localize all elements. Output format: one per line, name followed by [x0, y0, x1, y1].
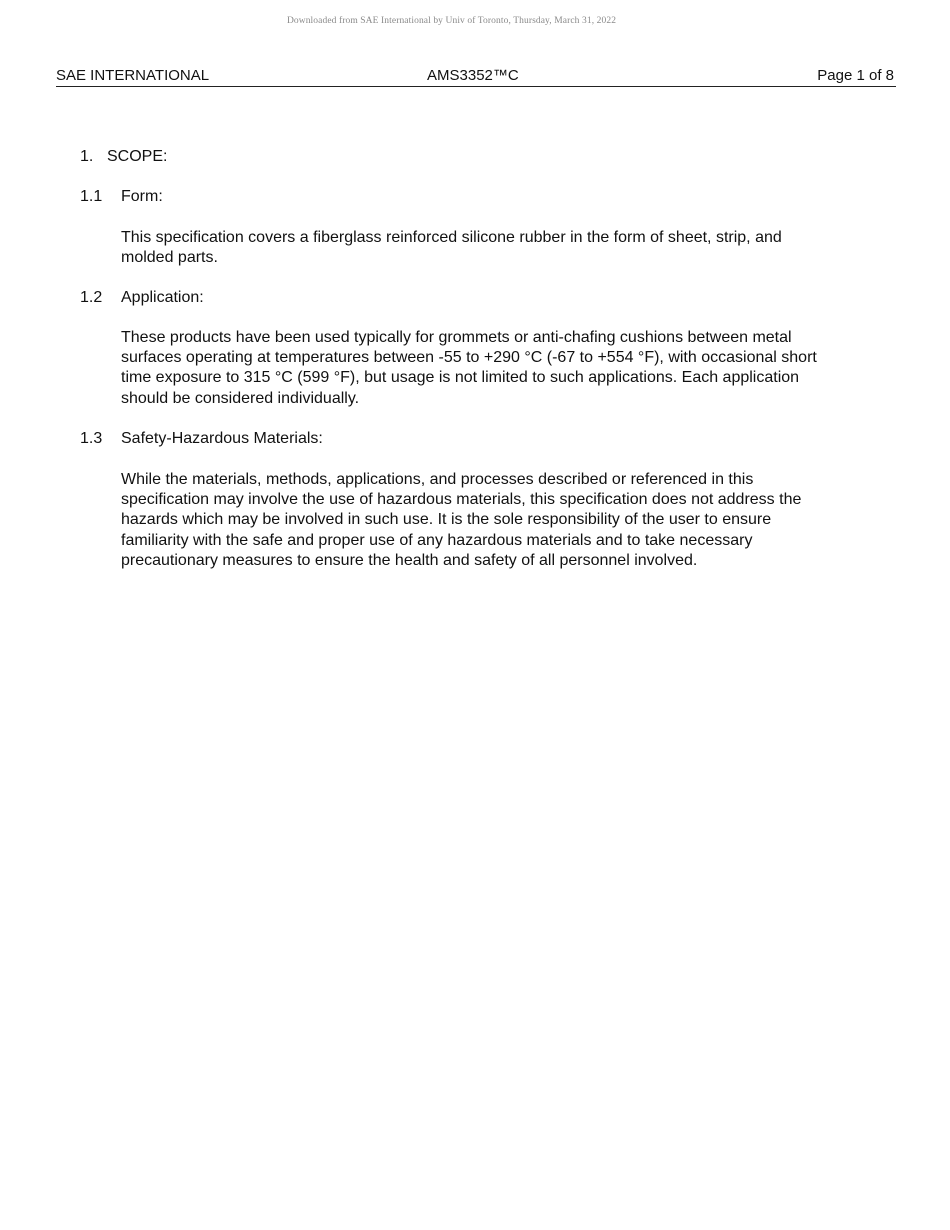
header-document-id: AMS3352™C — [427, 67, 519, 84]
header-organization: SAE INTERNATIONAL — [56, 67, 210, 84]
section-title: Application: — [121, 289, 204, 306]
section-number: 1.3 — [80, 430, 103, 447]
section-title: SCOPE: — [107, 148, 168, 165]
download-watermark: Downloaded from SAE International by Univ of Toronto, Thursday, March 31, 2022 — [286, 16, 617, 26]
section-form-paragraph — [121, 228, 881, 268]
section-number: 1. — [80, 148, 94, 165]
paragraph-line: specification may involve the use of hazardous materials, this specification does not address the — [121, 491, 802, 509]
page-header — [56, 66, 896, 87]
paragraph-line: should be considered individually. — [121, 389, 360, 407]
paragraph-line: familiarity with the safe and proper use of any hazardous materials and to take necessary — [121, 531, 753, 549]
paragraph-line: surfaces operating at temperatures between -55 to +290 °C (-67 to +554 °F), with occasional short — [121, 349, 817, 367]
section-number: 1.1 — [80, 188, 103, 205]
paragraph-line: hazards which may be involved in such use. It is the sole responsibility of the user to ensure — [121, 511, 772, 529]
section-title: Form: — [121, 188, 163, 205]
paragraph-line: molded parts. — [121, 249, 218, 267]
section-safety-paragraph — [121, 470, 881, 571]
section-title: Safety-Hazardous Materials: — [121, 430, 323, 447]
paragraph-line: precautionary measures to ensure the health and safety of all personnel involved. — [121, 551, 698, 569]
paragraph-line: These products have been used typically for grommets or anti-chafing cushions between metal — [121, 329, 792, 346]
section-number: 1.2 — [80, 289, 103, 306]
paragraph-line: While the materials, methods, applications, and processes described or referenced in this — [121, 471, 754, 488]
paragraph-line: This specification covers a fiberglass reinforced silicone rubber in the form of sheet, strip, and — [121, 229, 782, 246]
section-application-paragraph — [121, 328, 881, 409]
header-page-number: Page 1 of 8 — [817, 67, 894, 84]
paragraph-line: time exposure to 315 °C (599 °F), but usage is not limited to such applications. Each application — [121, 369, 800, 387]
